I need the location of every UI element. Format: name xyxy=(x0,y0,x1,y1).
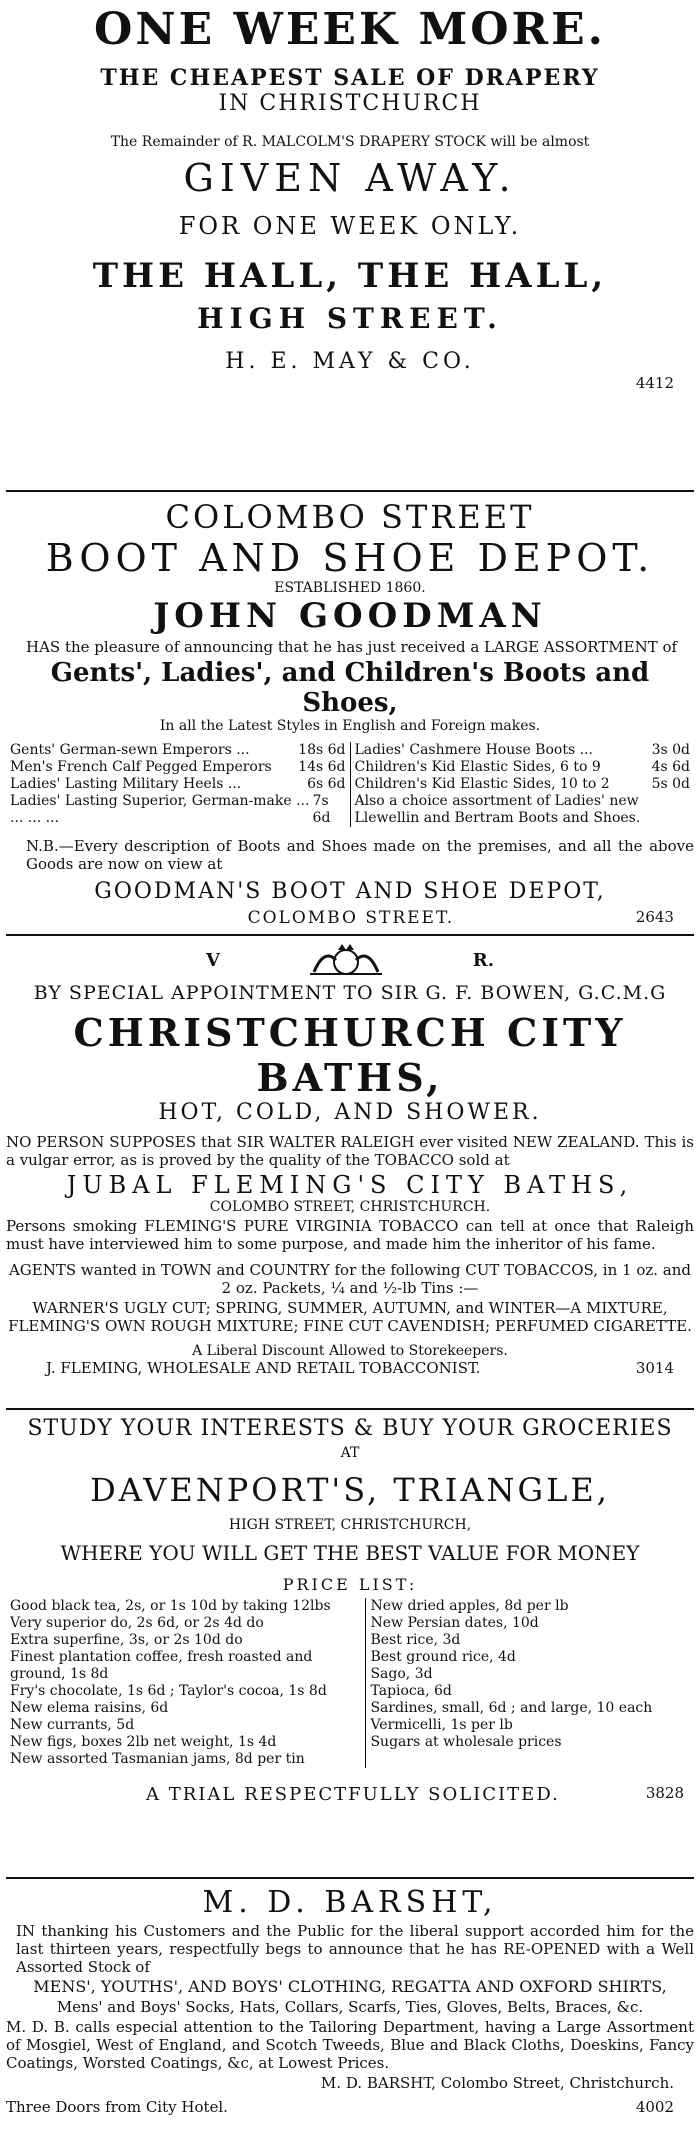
tobacco-list: WARNER'S UGLY CUT; SPRING, SUMMER, AUTUMN, and WINTER—A MIXTURE, FLEMING'S OWN ROUGH MIXTURE; FINE CUT CAVENDISH; PERFUMED CIGARETTE. xyxy=(8,1299,692,1335)
best-value: WHERE YOU WILL GET THE BEST VALUE FOR MONEY xyxy=(60,1541,640,1565)
baths-footer xyxy=(46,1359,674,1377)
the-hall: THE HALL, THE HALL, xyxy=(92,256,608,296)
list-item: Finest plantation coffee, fresh roasted and ground, 1s 8d xyxy=(10,1649,313,1682)
list-item: Sardines, small, 6d ; and large, 10 each xyxy=(370,1700,653,1716)
list-item: Children's Kid Elastic Sides, 10 to 2 5s 0d xyxy=(354,776,690,792)
nb-text: N.B.—Every description of Boots and Shoes made on the premises, and all the above Goods are now on view at xyxy=(26,837,694,873)
proprietor-name: JOHN GOODMAN xyxy=(153,596,547,636)
list-item: Extra superfine, 3s, or 2s 10d do xyxy=(10,1632,243,1648)
r-letter: R. xyxy=(472,949,494,971)
list-item: Ladies' Cashmere House Boots ... 3s 0d xyxy=(354,742,690,758)
product-headline: Gents', Ladies', and Children's Boots and Shoes, xyxy=(50,658,650,718)
davenport-title: DAVENPORT'S, TRIANGLE, xyxy=(90,1471,610,1509)
royal-arms-row xyxy=(206,942,494,978)
headline: ONE WEEK MORE. xyxy=(94,4,606,55)
price-columns xyxy=(6,742,694,827)
styles-text: In all the Latest Styles in English and Foreign makes. xyxy=(159,718,541,734)
baths-address: COLOMBO STREET, CHRISTCHURCH. xyxy=(209,1199,491,1215)
trial-row xyxy=(146,1784,684,1805)
list-item: New figs, boxes 2lb net weight, 1s 4d xyxy=(10,1734,277,1750)
high-street: HIGH STREET. xyxy=(197,302,503,335)
depot-footer xyxy=(6,908,694,928)
list-item: New dried apples, 8d per lb xyxy=(370,1598,569,1614)
body-text: The Remainder of R. MALCOLM'S DRAPERY STOCK will be almost xyxy=(110,134,590,150)
list-item: Best ground rice, 4d xyxy=(370,1649,516,1665)
barsht-sign: M. D. BARSHT, Colombo Street, Christchurch. xyxy=(320,2074,674,2092)
smokers-text: Persons smoking FLEMING'S PURE VIRGINIA TOBACCO can tell at once that Raleigh must have interviewed him to some purpose, and made him the inheritor of his fame. xyxy=(6,1217,694,1253)
ad-number: 4412 xyxy=(635,374,674,392)
discount: A Liberal Discount Allowed to Storekeepers. xyxy=(192,1343,508,1359)
ad-groceries xyxy=(6,1416,694,1871)
grocery-columns xyxy=(6,1598,694,1768)
jubal-fleming: JUBAL FLEMING'S CITY BATHS, xyxy=(66,1171,634,1199)
list-item: Ladies' Lasting Military Heels ... 6s 6d xyxy=(10,776,346,792)
tobacconist-sign: J. FLEMING, WHOLESALE AND RETAIL TOBACCONIST. xyxy=(46,1359,481,1377)
ad-number: 4002 xyxy=(635,2098,674,2116)
list-item: Good black tea, 2s, or 1s 10d by taking 12lbs xyxy=(10,1598,331,1614)
clothing-list: MENS', YOUTHS', AND BOYS' CLOTHING, REGATTA AND OXFORD SHIRTS, xyxy=(33,1977,667,1996)
left-price-column xyxy=(6,742,350,827)
baths-title: CHRISTCHURCH CITY BATHS, xyxy=(73,1010,627,1100)
appointment: BY SPECIAL APPOINTMENT TO SIR G. F. BOWEN, G.C.M.G xyxy=(33,982,667,1004)
list-item: Children's Kid Elastic Sides, 6 to 9 4s 6d xyxy=(354,759,690,775)
list-item: Ladies' Lasting Superior, German-make ... ... ... ... 7s 6d xyxy=(10,793,331,826)
subheadline: THE CHEAPEST SALE OF DRAPERY xyxy=(100,65,600,91)
royal-arms-icon xyxy=(306,942,386,978)
ad-number: 3828 xyxy=(645,1784,684,1802)
price-list-label: PRICE LIST: xyxy=(282,1575,418,1594)
tailoring-text: M. D. B. calls especial attention to the Tailoring Department, having a Large Assortment of Mosgiel, West of England, and Scotch Tweeds, Blue and Black Cloths, Doeskins, Fancy Coatings, Worsted Coatings, &c, at Lowest Prices. xyxy=(6,2018,694,2072)
left-grocery-column xyxy=(6,1598,365,1768)
list-item: Fry's chocolate, 1s 6d ; Taylor's cocoa, 1s 8d xyxy=(10,1683,327,1699)
divider xyxy=(6,934,694,936)
one-week-only: FOR ONE WEEK ONLY. xyxy=(178,212,522,240)
davenport-address: HIGH STREET, CHRISTCHURCH, xyxy=(228,1517,472,1533)
list-item: New Persian dates, 10d xyxy=(370,1615,539,1631)
ad-drapery-sale xyxy=(6,4,694,484)
ad-city-baths xyxy=(6,942,694,1402)
raleigh-text: NO PERSON SUPPOSES that SIR WALTER RALEIGH ever visited NEW ZEALAND. This is a vulgar error, as is proved by the quality of the TOBACCO sold at xyxy=(6,1133,694,1169)
location-text: Three Doors from City Hotel. xyxy=(6,2098,228,2116)
divider xyxy=(6,490,694,492)
firm-name: H. E. MAY & CO. xyxy=(225,349,475,374)
list-item: New currants, 5d xyxy=(10,1717,135,1733)
given-away: GIVEN AWAY. xyxy=(183,156,517,200)
depot-name: GOODMAN'S BOOT AND SHOE DEPOT, xyxy=(94,879,606,904)
thanks-text: IN thanking his Customers and the Public for the liberal support accorded him for the last thirteen years, respectfully begs to announce that he has RE-OPENED with a Well Assorted Stock of xyxy=(16,1922,694,1976)
list-item: Very superior do, 2s 6d, or 2s 4d do xyxy=(10,1615,264,1631)
accessories-list: Mens' and Boys' Socks, Hats, Collars, Scarfs, Ties, Gloves, Belts, Braces, &c. xyxy=(56,1998,644,2016)
list-item: Sugars at wholesale prices xyxy=(370,1734,562,1750)
list-item: Also a choice assortment of Ladies' new Llewellin and Bertram Boots and Shoes. xyxy=(354,793,641,826)
list-item: Tapioca, 6d xyxy=(370,1683,452,1699)
baths-sub: HOT, COLD, AND SHOWER. xyxy=(158,1100,542,1125)
groceries-headline: STUDY YOUR INTERESTS & BUY YOUR GROCERIES xyxy=(27,1416,673,1441)
list-item: New elema raisins, 6d xyxy=(10,1700,169,1716)
barsht-footer xyxy=(6,2098,674,2116)
ad-barsht-clothing xyxy=(6,1885,694,2145)
agents-text: AGENTS wanted in TOWN and COUNTRY for the following CUT TOBACCOS, in 1 oz. and 2 oz. Packets, ¼ and ½-lb Tins :— xyxy=(8,1261,692,1297)
list-item: Gents' German-sewn Emperors ... 18s 6d xyxy=(10,742,346,758)
ad-boot-shoe-depot xyxy=(6,498,694,928)
intro-text: HAS the pleasure of announcing that he has just received a LARGE ASSORTMENT of xyxy=(26,638,678,656)
list-item: Men's French Calf Pegged Emperors 14s 6d xyxy=(10,759,346,775)
v-letter: V xyxy=(206,949,220,971)
at-label: AT xyxy=(340,1445,360,1461)
subheadline-2: IN CHRISTCHURCH xyxy=(218,91,482,116)
divider xyxy=(6,1877,694,1879)
established: ESTABLISHED 1860. xyxy=(274,580,426,596)
barsht-name: M. D. BARSHT, xyxy=(202,1885,498,1920)
ad-number: 2643 xyxy=(635,908,674,926)
divider xyxy=(6,1408,694,1410)
depot-street: COLOMBO STREET. xyxy=(247,908,455,928)
list-item: Best rice, 3d xyxy=(370,1632,461,1648)
right-price-column xyxy=(350,742,695,827)
right-grocery-column xyxy=(365,1598,694,1768)
depot-title: BOOT AND SHOE DEPOT. xyxy=(45,536,655,580)
list-item: Vermicelli, 1s per lb xyxy=(370,1717,513,1733)
ad-number: 3014 xyxy=(635,1359,674,1377)
list-item: New assorted Tasmanian jams, 8d per tin xyxy=(10,1751,305,1767)
trial-text: A TRIAL RESPECTFULLY SOLICITED. xyxy=(146,1784,560,1805)
street-title: COLOMBO STREET xyxy=(165,498,535,536)
list-item: Sago, 3d xyxy=(370,1666,433,1682)
